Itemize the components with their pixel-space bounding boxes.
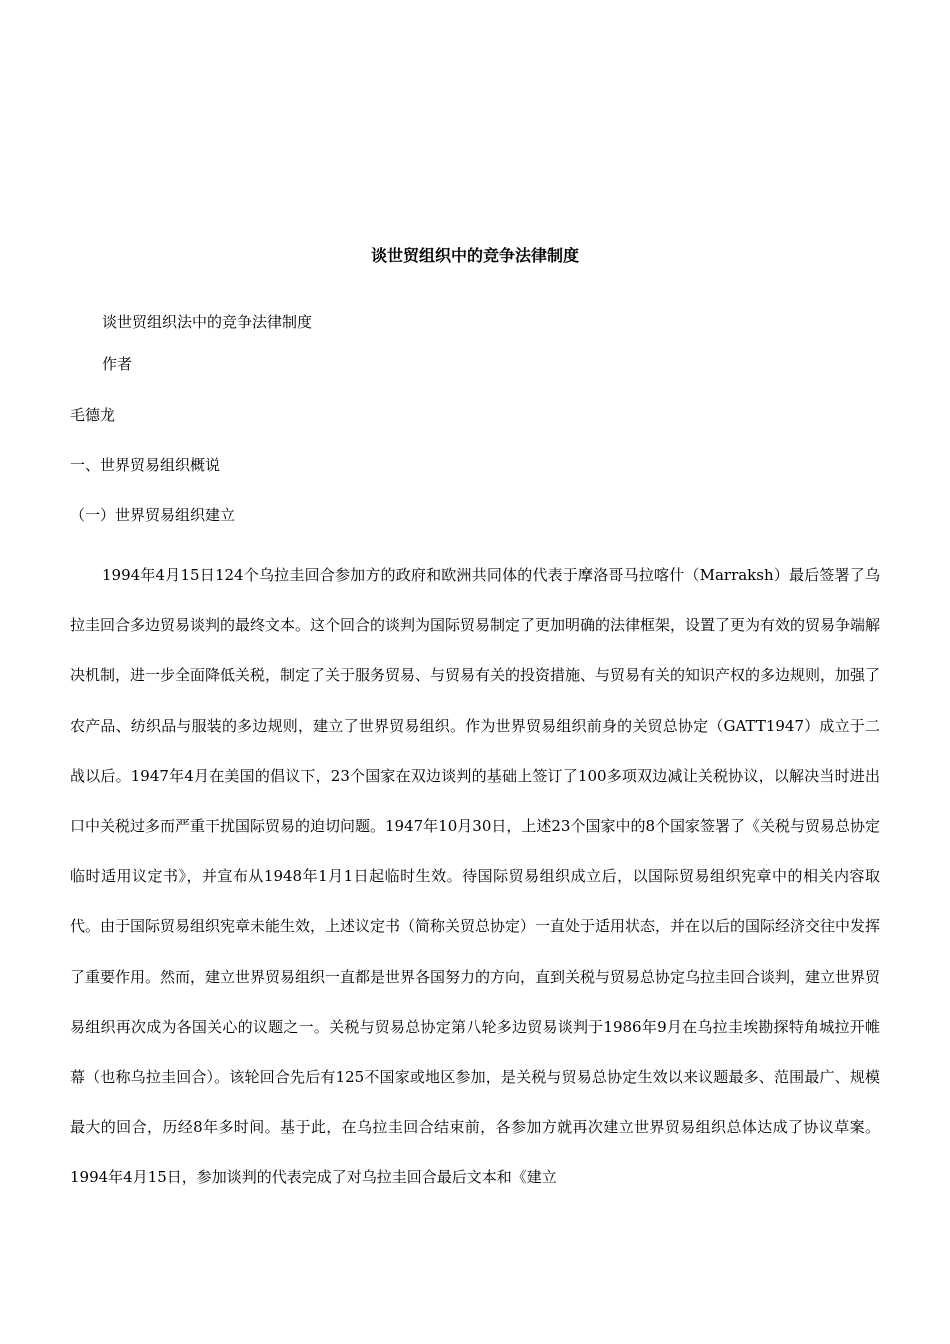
document-title: 谈世贸组织中的竞争法律制度 xyxy=(370,246,579,265)
author-label: 作者 xyxy=(102,355,133,373)
author-name: 毛德龙 xyxy=(70,406,116,424)
document-subtitle: 谈世贸组织法中的竞争法律制度 xyxy=(102,313,313,331)
subsection-heading: （一）世界贸易组织建立 xyxy=(70,506,236,524)
section-heading: 一、世界贸易组织概说 xyxy=(70,456,221,474)
body-paragraph: 1994年4月15日124个乌拉圭回合参加方的政府和欧洲共同体的代表于摩洛哥马拉喀什（Marraksh）最后签署了乌拉圭回合多边贸易谈判的最终文本。这个回合的谈判为国际贸易制定了更加明确的法律框架，设置了更为有效的贸易争端解决机制，进一步全面降低关税，制定了关于服务贸易、与贸易有关的投资措施、与贸易有关的知识产权的多边规则，加强了农产品、纺织品与服装的多边规则，建立了世界贸易组织。作为世界贸易组织前身的关贸总协定（GATT1947）成立于二战以后。1947年4月在美国的倡议下，23个国家在双边谈判的基础上签订了100多项双边减让关税协议，以解决当时进出口中关税过多而严重干扰国际贸易的迫切问题。1947年10月30日，上述23个国家中的8个国家签署了《关税与贸易总协定临时适用议定书》，并宣布从1948年1月1日起临时生效。待国际贸易组织成立后，以国际贸易组织宪章中的相关内容取代。由于国际贸易组织宪章未能生效，上述议定书（简称关贸总协定）一直处于适用状态，并在以后的国际经济交往中发挥了重要作用。然而，建立世界贸易组织一直都是世界各国努力的方向，直到关税与贸易总协定乌拉圭回合谈判，建立世界贸易组织再次成为各国关心的议题之一。关税与贸易总协定第八轮多边贸易谈判于1986年9月在乌拉圭埃勘探特角城拉开帷幕（也称乌拉圭回合）。该轮回合先后有125不国家或地区参加，是关税与贸易总协定生效以来议题最多、范围最广、规模最大的回合，历经8年多时间。基于此，在乌拉圭回合结束前，各参加方就再次建立世界贸易组织总体达成了协议草案。1994年4月15日，参加谈判的代表完成了对乌拉圭回合最后文本和《建立 xyxy=(70,566,881,1187)
